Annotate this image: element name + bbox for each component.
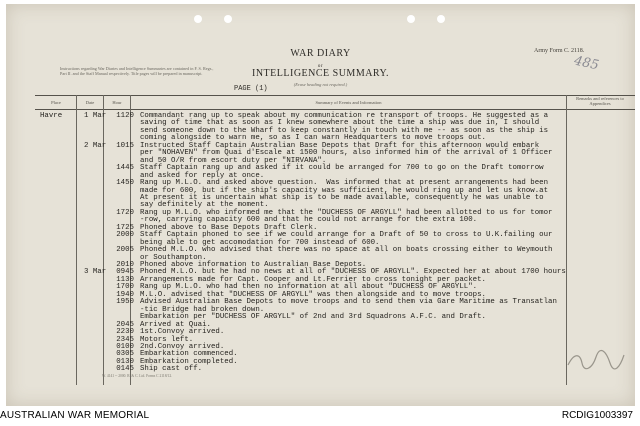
page-label: PAGE (1)	[234, 85, 268, 93]
entry-text: 2nd.Convoy arrived.	[140, 342, 225, 351]
entry-hour: 0130	[116, 357, 134, 366]
entry-hour: 1450	[116, 179, 134, 188]
entry-text: say definitely at the moment.	[140, 201, 269, 210]
header-summary: Summary of Events and Information	[315, 100, 382, 105]
entry-text: send someone down to the Wharf to keep constantly in touch with me -- as soon as the ship is	[140, 126, 549, 135]
entry-hour: 1015	[116, 141, 134, 150]
entry-date: 1 Mar	[84, 112, 107, 120]
entry-text: and asked for reply at once.	[140, 171, 265, 180]
title-or: or	[317, 64, 324, 69]
instructions-note: Instructions regarding War Diaries and Intelligence Summaries are contained in F. S. Regs., Part II. and the Staff Manual respectively. Title pages will be prepared in manuscript.	[60, 66, 214, 77]
column-divider	[76, 95, 77, 385]
army-form-number: Army Form C. 2118.	[534, 48, 585, 54]
entry-date: 3 Mar	[84, 268, 107, 277]
entry-hour: 1120	[116, 112, 134, 120]
entry-hour: 1940	[116, 290, 134, 299]
column-divider	[566, 95, 567, 385]
entry-hour: 2000	[116, 231, 134, 240]
entry-text: At present it is uncertain what ship is to be made available, consequently he was unable to	[140, 193, 544, 202]
entry-text: Phoned above information to Australian Base Depots.	[140, 261, 367, 269]
entry-text: being able to get accomodation for 700 instead of 600.	[140, 238, 380, 247]
entry-text: Embarkation per "DUCHESS OF ARGYLL" of 2nd and 3rd Squadrons A.F.C. and Draft.	[140, 313, 486, 322]
punch-hole	[407, 15, 415, 23]
entry-hour: 1950	[116, 298, 134, 307]
entry-hour: 1130	[116, 275, 134, 284]
entry-hour: 0305	[116, 350, 134, 359]
entry-text: Motors left.	[140, 335, 194, 344]
entry-text: Phoned M.L.O. but he had no news at all of "DUCHESS OF ARGYLL". Expected her at about 1700 hours	[140, 268, 566, 277]
entry-text: Rang up M.L.O. who had then no information at all about "DUCHESS OF ARGYLL".	[140, 283, 478, 292]
diary-sheet	[6, 4, 635, 406]
title-erase-note: (Erase heading not required.)	[293, 82, 348, 87]
entry-text: or Southampton.	[140, 253, 207, 262]
entry-text: Staff Captain rang up and asked if it could be arranged for 700 to go on the Draft tomorrow	[140, 164, 544, 173]
entry-hour: 1445	[116, 164, 134, 173]
header-date: Date	[85, 100, 95, 105]
header-remarks: Remarks and references to Appendices	[576, 96, 624, 106]
entry-text: -tic Bridge had broken down.	[140, 305, 265, 314]
entry-text: Commandant rang up to speak about my communication re transport of troops. He suggested as a	[140, 112, 549, 120]
entry-text: Embarkation commenced.	[140, 350, 238, 359]
title-intelligence-summary: INTELLIGENCE SUMMARY.	[252, 68, 389, 79]
punch-hole	[224, 15, 232, 23]
entry-hour: 2230	[116, 328, 134, 337]
footer-archive-name: AUSTRALIAN WAR MEMORIAL	[0, 410, 150, 421]
title-war-diary: WAR DIARY or	[290, 48, 351, 69]
entry-text: -row, carrying capacity 600 and that he could not arrange for the extra 100.	[140, 216, 478, 225]
entry-hour: 2345	[116, 335, 134, 344]
entry-hour: 1720	[116, 208, 134, 217]
entry-text: Advised Australian Base Depots to move troops and to send them via Gare Maritime as Transatlan	[140, 298, 557, 307]
entry-hour: 0945	[116, 268, 134, 277]
entry-text: Phoned M.L.O. who advised that there was no space at all on boats crossing either to Weymouth	[140, 246, 553, 255]
signature	[566, 349, 626, 375]
entry-text: and 50 O/R from escort duty per "NIRVANA".	[140, 156, 327, 165]
entry-text: Arrived at Quai.	[140, 320, 211, 329]
entry-text: Instructed Staff Captain Australian Base Depots that Draft for this afternoon would embark	[140, 141, 540, 150]
entry-text: Rang up M.L.O. and asked above question. Was informed that at present arrangements had been	[140, 179, 549, 188]
entry-hour: 2005	[116, 246, 134, 255]
entry-text: Ship cast off.	[140, 365, 203, 374]
entry-text: M.L.O. advised that "DUCHESS OF ARGYLL" was then alongside and to move troops.	[140, 290, 486, 299]
entry-text: Phoned above to Base Depots Draft Clerk.	[140, 223, 318, 232]
punch-hole	[437, 15, 445, 23]
entry-hour: 0100	[116, 342, 134, 351]
header-hour: Hour	[112, 100, 122, 105]
handwritten-page-number: 485	[572, 53, 601, 74]
entry-text: per "NOHAVEN" from Quai d'Escale at 1500 hours, also informed him of the arrival of 1 Officer	[140, 149, 553, 158]
entry-place: Havre	[40, 112, 63, 120]
entry-date: 2 Mar	[84, 141, 107, 150]
column-divider	[103, 95, 104, 385]
table-top-rule	[35, 95, 635, 96]
printer-imprint: W. 4141 -- 2000. R. & C. Ltd. Forms C 2118/12.	[102, 374, 173, 378]
entry-text: made for 600, but if the ship's capacity was sufficient, he would ring up and let us know.at	[140, 186, 549, 195]
table-header-rule	[35, 109, 635, 110]
entry-text: saving of time that as soon as I knew somewhere about the time a ship was due in, I should	[140, 119, 540, 128]
punch-hole	[194, 15, 202, 23]
entry-hour: 0145	[116, 365, 134, 374]
header-place: Place	[51, 100, 61, 105]
entry-hour: 1725	[116, 223, 134, 232]
entry-text: Arrangements made for Capt. Cooper and Lt.Ferrier to cross tonight per packet.	[140, 275, 486, 284]
entry-text: 1st.Convoy arrived.	[140, 328, 225, 337]
signature-scribble	[566, 349, 626, 371]
entry-hour: 2045	[116, 320, 134, 329]
footer-record-id: RCDIG1003397	[561, 410, 633, 421]
entry-text: Embarkation completed.	[140, 357, 238, 366]
entry-hour: 1700	[116, 283, 134, 292]
entry-text: coming alongside to warn me, so as I can warn Headquarters to move troops out.	[140, 134, 486, 143]
entry-text: Staff Captain phoned to see if we could arrange for a Draft of 50 to cross to U.K.failing our	[140, 231, 553, 240]
entry-hour: 2010	[116, 261, 134, 269]
entry-text: Rang up M.L.O. who informed me that the "DUCHESS OF ARGYLL" had been allotted to us for tomor	[140, 208, 553, 217]
